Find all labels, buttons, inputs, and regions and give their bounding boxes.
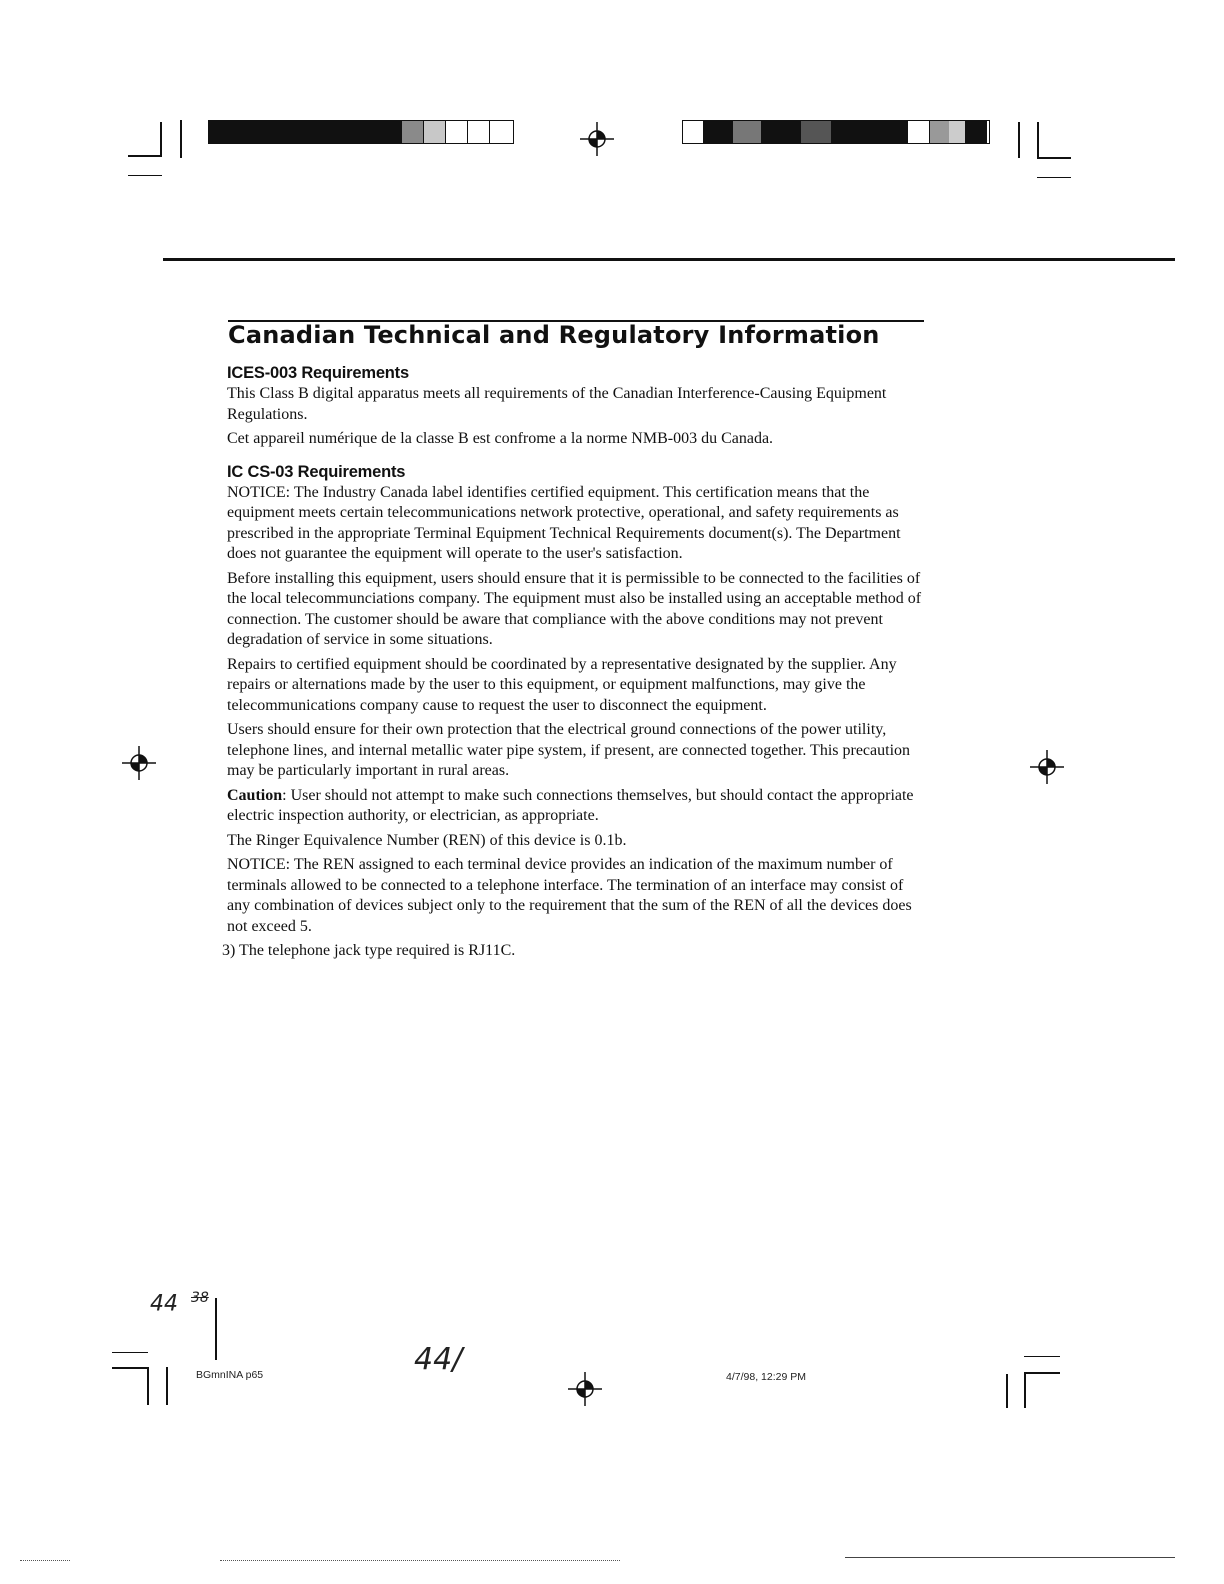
crop-mark-bottom-right-line (1006, 1374, 1008, 1408)
paragraph-ices-1: This Class B digital apparatus meets all requirements of the Canadian Interference-Causing Equipment Regulations. (227, 385, 887, 423)
crop-mark-bottom-right-horizontal-2 (1024, 1372, 1060, 1374)
crop-mark-bottom-left-horizontal-2 (112, 1367, 148, 1369)
crop-mark-top-left-line (180, 120, 182, 158)
paragraph-cs03-4: Users should ensure for their own protection that the electrical ground connections of the power utility, telephone lines, and internal metallic water pipe system, if present, are connected together. This precaution may be particularly important in rural areas. (227, 721, 911, 779)
handwritten-page-number-left (150, 1290, 209, 1316)
caution-label: Caution (227, 786, 283, 804)
paragraph-jack-type: 3) The telephone jack type required is RJ11C. (222, 942, 516, 959)
handwritten-page-number-center: 44/ (414, 1342, 463, 1377)
caution-text: : User should not attempt to make such connections themselves, but should contact the appropriate electric inspection authority, or electrician, as appropriate. (227, 786, 914, 824)
footer-timestamp: 4/7/98, 12:29 PM (726, 1371, 806, 1383)
registration-mark-left-icon (122, 746, 156, 780)
crop-mark-bottom-right-horizontal-1 (1024, 1356, 1060, 1357)
paragraph-ices-2: Cet appareil numérique de la classe B est confrome a la norme NMB-003 du Canada. (227, 430, 774, 447)
page-title: Canadian Technical and Regulatory Information (228, 321, 880, 349)
crop-mark-top-right-horizontal (1037, 157, 1071, 159)
color-bar-right (682, 120, 990, 144)
crop-mark-bottom-right-vertical (1024, 1372, 1026, 1408)
crop-mark-bottom-left-vertical (147, 1367, 149, 1405)
section-heading-cs03: IC CS-03 Requirements (227, 462, 406, 481)
crop-mark-top-left-rule (128, 175, 162, 176)
crop-mark-top-left-horizontal (128, 155, 162, 157)
crop-mark-bottom-left-horizontal-1 (112, 1352, 148, 1353)
section-heading-ices: ICES-003 Requirements (227, 364, 409, 382)
crop-mark-top-right-vertical (1037, 122, 1039, 158)
paragraph-caution (227, 786, 922, 827)
header-rule (163, 258, 1175, 261)
scan-noise-left (20, 1560, 70, 1562)
scan-noise-right (845, 1557, 1175, 1558)
color-bar-left (208, 120, 514, 144)
scan-noise-mid (220, 1560, 620, 1562)
handwritten-struck: 38 (191, 1290, 209, 1306)
paragraph-cs03-3: Repairs to certified equipment should be coordinated by a representative designated by the supplier. Any repairs or alternations made by the user to this equipment, or equipment malfunctions, may give the telecommunications company cause to request the user to disconnect the equipment. (227, 655, 897, 714)
registration-mark-top-icon (580, 122, 614, 156)
crop-mark-top-right-line (1018, 122, 1020, 158)
handwritten-page-left: 44 (150, 1291, 178, 1317)
paragraph-ren-notice: NOTICE: The REN assigned to each terminal device provides an indication of the maximum number of terminals allowed to be connected to a telephone interface. The termination of an interface may consist of any combination of devices subject only to the requirement that the sum of the REN of all the devices does not exceed 5. (227, 856, 912, 935)
crop-mark-top-right-rule (1037, 177, 1071, 178)
paragraph-ren: The Ringer Equivalence Number (REN) of this device is 0.1b. (227, 831, 627, 849)
body-content (222, 364, 922, 966)
registration-mark-bottom-icon (568, 1372, 602, 1406)
paragraph-cs03-2: Before installing this equipment, users should ensure that it is permissible to be connected to the facilities of the local telecommunciations company. The equipment must also be installed using an acceptable method of connection. The customer should be aware that compliance with the above conditions may not prevent degradation of service in some situations. (227, 569, 922, 648)
registration-mark-right-icon (1030, 750, 1064, 784)
paragraph-cs03-1: NOTICE: The Industry Canada label identifies certified equipment. This certification means that the equipment meets certain telecommunications network protective, operational, and safety requirements as prescribed in the appropriate Terminal Equipment Technical Requirements document(s). The Department does not guarantee the equipment will operate to the user's satisfaction. (227, 483, 901, 562)
crop-mark-top-left-vertical (160, 122, 162, 156)
footer-handwritten-vertical-line (215, 1298, 217, 1360)
crop-mark-bottom-left-line (166, 1367, 168, 1405)
footer-filename: BGmnINA p65 (196, 1369, 264, 1381)
